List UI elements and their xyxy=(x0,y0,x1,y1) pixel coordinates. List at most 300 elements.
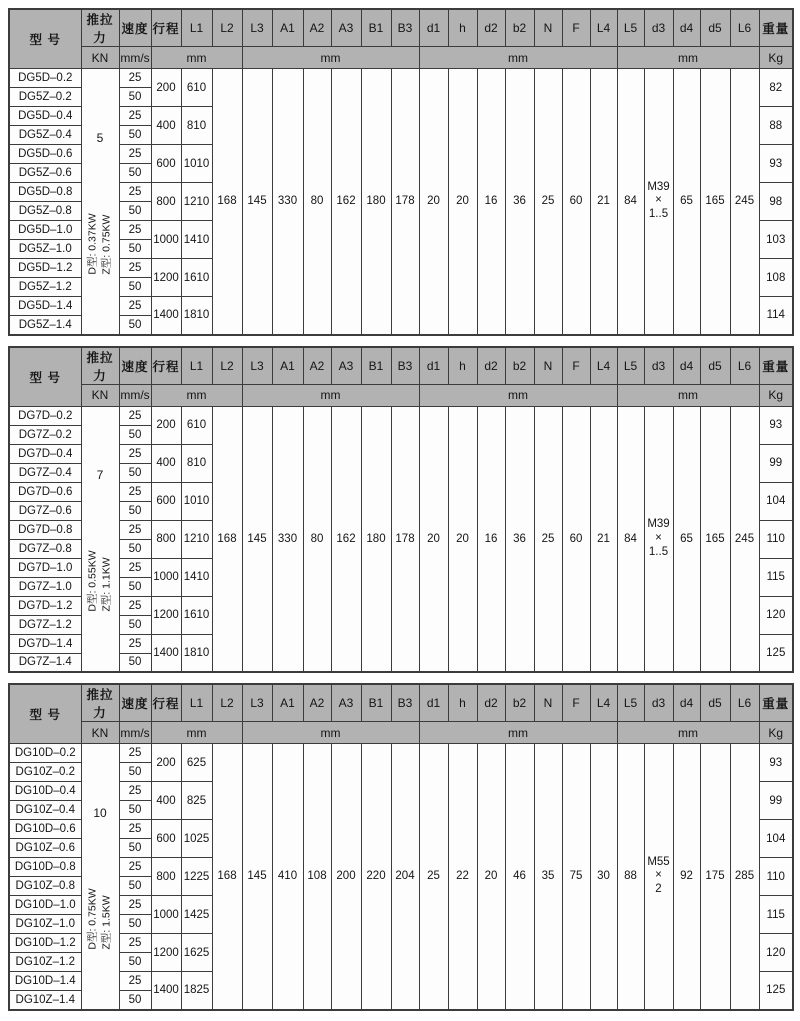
shared-cell-d2: 16 xyxy=(477,69,505,335)
shared-cell-L6: 285 xyxy=(730,744,759,1010)
model-cell: DG7Z–0.6 xyxy=(9,501,81,520)
header-force: 推拉力 xyxy=(81,347,119,385)
header-L5: L5 xyxy=(617,684,644,722)
shared-cell-L3: 145 xyxy=(242,406,272,672)
shared-cell-d3 xyxy=(644,744,673,1010)
header-A2: A2 xyxy=(303,9,331,47)
model-cell: DG5Z–0.2 xyxy=(9,88,81,107)
shared-cell-F: 75 xyxy=(562,744,590,1010)
weight-cell: 108 xyxy=(759,259,793,297)
speed-cell: 50 xyxy=(119,763,151,782)
header-A1: A1 xyxy=(272,9,303,47)
header-L5: L5 xyxy=(617,9,644,47)
speed-cell: 25 xyxy=(119,297,151,316)
shared-cell-d1: 20 xyxy=(419,406,448,672)
header-speed-unit: mm/s xyxy=(119,47,151,69)
shared-cell-B3: 204 xyxy=(391,744,419,1010)
shared-cell-A1: 330 xyxy=(272,69,303,335)
speed-cell: 25 xyxy=(119,406,151,425)
spec-table-dg7 xyxy=(8,346,794,674)
speed-cell: 25 xyxy=(119,183,151,202)
speed-cell: 25 xyxy=(119,444,151,463)
model-cell: DG5Z–0.6 xyxy=(9,164,81,183)
spec-table-dg5 xyxy=(8,8,794,336)
weight-cell: 99 xyxy=(759,782,793,820)
force-value: 10 xyxy=(93,805,107,820)
shared-cell-A3: 162 xyxy=(331,406,361,672)
model-cell: DG10Z–0.4 xyxy=(9,801,81,820)
shared-cell-L6: 245 xyxy=(730,69,759,335)
header-force-unit: KN xyxy=(81,47,119,69)
table-row xyxy=(9,744,793,763)
header-speed-unit: mm/s xyxy=(119,384,151,406)
speed-cell: 50 xyxy=(119,877,151,896)
header-A1: A1 xyxy=(272,347,303,385)
header-unit-mm-group2: mm xyxy=(242,722,419,744)
shared-cell-d4: 65 xyxy=(673,406,700,672)
header-A3: A3 xyxy=(331,347,361,385)
header-b2: b2 xyxy=(505,347,534,385)
motor-power-line: Z型: 1.5KW xyxy=(100,894,112,950)
l1-cell: 810 xyxy=(181,444,212,482)
shared-cell-A2: 108 xyxy=(303,744,331,1010)
motor-power-label xyxy=(86,888,113,949)
model-cell: DG5D–1.0 xyxy=(9,221,81,240)
shared-cell-B1: 220 xyxy=(361,744,391,1010)
model-cell: DG7D–1.2 xyxy=(9,596,81,615)
stroke-cell: 1400 xyxy=(151,297,181,335)
header-B3: B3 xyxy=(391,684,419,722)
model-cell: DG10D–0.6 xyxy=(9,820,81,839)
shared-cell-A3: 162 xyxy=(331,69,361,335)
header-unit-mm-group2: mm xyxy=(242,47,419,69)
header-d3: d3 xyxy=(644,9,673,47)
speed-cell: 25 xyxy=(119,596,151,615)
speed-cell: 25 xyxy=(119,221,151,240)
stroke-cell: 200 xyxy=(151,406,181,444)
speed-cell: 50 xyxy=(119,202,151,221)
spec-table-dg10 xyxy=(8,683,794,1011)
header-weight: 重量 xyxy=(759,9,793,47)
header-model: 型 号 xyxy=(9,684,81,744)
stroke-cell: 800 xyxy=(151,858,181,896)
table-body xyxy=(9,69,793,335)
header-L6: L6 xyxy=(730,347,759,385)
header-B1: B1 xyxy=(361,347,391,385)
shared-cell-A3: 200 xyxy=(331,744,361,1010)
shared-cell-A2: 80 xyxy=(303,406,331,672)
header-A3: A3 xyxy=(331,9,361,47)
stroke-cell: 400 xyxy=(151,782,181,820)
weight-cell: 93 xyxy=(759,145,793,183)
shared-value-line: M55 xyxy=(647,855,670,868)
speed-cell: 50 xyxy=(119,425,151,444)
l1-cell: 1810 xyxy=(181,634,212,672)
shared-value-line: × xyxy=(655,531,662,544)
shared-cell-b2: 36 xyxy=(505,69,534,335)
header-N: N xyxy=(534,684,562,722)
model-cell: DG5Z–0.4 xyxy=(9,126,81,145)
shared-cell-B3: 178 xyxy=(391,69,419,335)
header-A2: A2 xyxy=(303,347,331,385)
header-L1: L1 xyxy=(181,9,212,47)
header-row-2 xyxy=(9,47,793,69)
table-row xyxy=(9,406,793,425)
speed-cell: 25 xyxy=(119,782,151,801)
header-L4: L4 xyxy=(590,684,617,722)
stroke-cell: 1400 xyxy=(151,972,181,1010)
stroke-cell: 600 xyxy=(151,820,181,858)
shared-cell-L3: 145 xyxy=(242,69,272,335)
header-unit-mm-group4: mm xyxy=(617,722,759,744)
stroke-cell: 1200 xyxy=(151,596,181,634)
shared-cell-L6: 245 xyxy=(730,406,759,672)
header-speed: 速度 xyxy=(119,9,151,47)
header-weight: 重量 xyxy=(759,347,793,385)
l1-cell: 1610 xyxy=(181,259,212,297)
l1-cell: 1010 xyxy=(181,145,212,183)
model-cell: DG5Z–1.2 xyxy=(9,278,81,297)
table-header xyxy=(9,347,793,407)
shared-cell-A2: 80 xyxy=(303,69,331,335)
weight-cell: 115 xyxy=(759,558,793,596)
model-cell: DG10D–0.8 xyxy=(9,858,81,877)
shared-cell-N: 35 xyxy=(534,744,562,1010)
shared-cell-B1: 180 xyxy=(361,406,391,672)
model-cell: DG7Z–1.4 xyxy=(9,653,81,672)
speed-cell: 50 xyxy=(119,539,151,558)
header-d1: d1 xyxy=(419,9,448,47)
header-L6: L6 xyxy=(730,684,759,722)
l1-cell: 610 xyxy=(181,69,212,107)
model-cell: DG5Z–0.8 xyxy=(9,202,81,221)
header-model: 型 号 xyxy=(9,9,81,69)
shared-cell-d4: 92 xyxy=(673,744,700,1010)
header-unit-mm-group3: mm xyxy=(419,722,617,744)
shared-cell-F: 60 xyxy=(562,406,590,672)
header-speed: 速度 xyxy=(119,347,151,385)
motor-power-line: D型: 0.55KW xyxy=(86,550,99,612)
stroke-cell: 1000 xyxy=(151,558,181,596)
header-unit-mm-group3: mm xyxy=(419,47,617,69)
motor-power-label xyxy=(86,550,113,611)
header-F: F xyxy=(562,347,590,385)
stroke-cell: 1000 xyxy=(151,896,181,934)
header-model: 型 号 xyxy=(9,347,81,407)
speed-cell: 25 xyxy=(119,744,151,763)
shared-cell-A1: 410 xyxy=(272,744,303,1010)
l1-cell: 1610 xyxy=(181,596,212,634)
header-unit-mm-group3: mm xyxy=(419,384,617,406)
model-cell: DG10Z–1.0 xyxy=(9,915,81,934)
header-d5: d5 xyxy=(700,684,730,722)
model-cell: DG10D–1.2 xyxy=(9,934,81,953)
header-force: 推拉力 xyxy=(81,684,119,722)
l1-cell: 810 xyxy=(181,107,212,145)
header-d3: d3 xyxy=(644,347,673,385)
model-cell: DG7D–0.4 xyxy=(9,444,81,463)
weight-cell: 93 xyxy=(759,406,793,444)
header-B3: B3 xyxy=(391,9,419,47)
header-d1: d1 xyxy=(419,684,448,722)
header-force-unit: KN xyxy=(81,722,119,744)
l1-cell: 1225 xyxy=(181,858,212,896)
model-cell: DG5D–1.2 xyxy=(9,259,81,278)
speed-cell: 50 xyxy=(119,463,151,482)
model-cell: DG7D–0.2 xyxy=(9,406,81,425)
header-行程: 行程 xyxy=(151,347,181,385)
speed-cell: 50 xyxy=(119,240,151,259)
header-d5: d5 xyxy=(700,9,730,47)
model-cell: DG5D–0.2 xyxy=(9,69,81,88)
l1-cell: 825 xyxy=(181,782,212,820)
header-row-2 xyxy=(9,384,793,406)
header-F: F xyxy=(562,9,590,47)
shared-cell-B3: 178 xyxy=(391,406,419,672)
motor-power-line: D型: 0.75KW xyxy=(86,887,99,950)
force-cell xyxy=(81,406,119,672)
header-h: h xyxy=(448,684,477,722)
stroke-cell: 400 xyxy=(151,444,181,482)
weight-cell: 115 xyxy=(759,896,793,934)
header-row-1 xyxy=(9,9,793,47)
shared-cell-b2: 36 xyxy=(505,406,534,672)
speed-cell: 25 xyxy=(119,520,151,539)
stroke-cell: 800 xyxy=(151,520,181,558)
weight-cell: 110 xyxy=(759,520,793,558)
l1-cell: 1010 xyxy=(181,482,212,520)
shared-value-line: M39 xyxy=(647,518,670,531)
weight-cell: 99 xyxy=(759,444,793,482)
speed-cell: 50 xyxy=(119,316,151,335)
header-weight-unit: Kg xyxy=(759,47,793,69)
shared-cell-F: 60 xyxy=(562,69,590,335)
header-d4: d4 xyxy=(673,684,700,722)
speed-cell: 50 xyxy=(119,278,151,297)
shared-value-line: M39 xyxy=(647,180,670,193)
model-cell: DG7D–1.0 xyxy=(9,558,81,577)
header-unit-mm-group2: mm xyxy=(242,384,419,406)
force-value: 5 xyxy=(96,130,104,145)
speed-cell: 25 xyxy=(119,634,151,653)
model-cell: DG10D–1.4 xyxy=(9,972,81,991)
speed-cell: 50 xyxy=(119,501,151,520)
speed-cell: 25 xyxy=(119,972,151,991)
shared-cell-d5: 175 xyxy=(700,744,730,1010)
l1-cell: 625 xyxy=(181,744,212,782)
weight-cell: 114 xyxy=(759,297,793,335)
shared-cell-d1: 20 xyxy=(419,69,448,335)
header-weight-unit: Kg xyxy=(759,384,793,406)
shared-value-line: × xyxy=(655,869,662,882)
l1-cell: 1425 xyxy=(181,896,212,934)
model-cell: DG5Z–1.0 xyxy=(9,240,81,259)
header-d4: d4 xyxy=(673,347,700,385)
shared-value-line: × xyxy=(655,194,662,207)
weight-cell: 120 xyxy=(759,596,793,634)
weight-cell: 98 xyxy=(759,183,793,221)
shared-cell-L5: 84 xyxy=(617,69,644,335)
shared-cell-L2: 168 xyxy=(212,69,242,335)
l1-cell: 1410 xyxy=(181,221,212,259)
weight-cell: 104 xyxy=(759,820,793,858)
header-d2: d2 xyxy=(477,684,505,722)
shared-cell-d4: 65 xyxy=(673,69,700,335)
shared-value-line: 2 xyxy=(655,883,662,896)
shared-cell-L4: 30 xyxy=(590,744,617,1010)
shared-cell-N: 25 xyxy=(534,69,562,335)
header-L4: L4 xyxy=(590,9,617,47)
stroke-cell: 400 xyxy=(151,107,181,145)
model-cell: DG7Z–0.8 xyxy=(9,539,81,558)
model-cell: DG10Z–0.8 xyxy=(9,877,81,896)
speed-cell: 50 xyxy=(119,991,151,1010)
speed-cell: 50 xyxy=(119,915,151,934)
header-unit-mm-group4: mm xyxy=(617,384,759,406)
speed-cell: 50 xyxy=(119,953,151,972)
header-L3: L3 xyxy=(242,9,272,47)
header-h: h xyxy=(448,9,477,47)
speed-cell: 50 xyxy=(119,653,151,672)
speed-cell: 25 xyxy=(119,145,151,164)
l1-cell: 1410 xyxy=(181,558,212,596)
model-cell: DG5D–1.4 xyxy=(9,297,81,316)
weight-cell: 82 xyxy=(759,69,793,107)
header-b2: b2 xyxy=(505,9,534,47)
motor-power-line: D型: 0.37KW xyxy=(86,212,99,275)
l1-cell: 1210 xyxy=(181,183,212,221)
header-b2: b2 xyxy=(505,684,534,722)
header-A3: A3 xyxy=(331,684,361,722)
l1-cell: 610 xyxy=(181,406,212,444)
header-speed-unit: mm/s xyxy=(119,722,151,744)
force-cell xyxy=(81,744,119,1010)
model-cell: DG5D–0.6 xyxy=(9,145,81,164)
shared-cell-d3 xyxy=(644,69,673,335)
header-N: N xyxy=(534,347,562,385)
header-A2: A2 xyxy=(303,684,331,722)
weight-cell: 125 xyxy=(759,634,793,672)
model-cell: DG7Z–0.4 xyxy=(9,463,81,482)
stroke-cell: 1200 xyxy=(151,259,181,297)
shared-cell-N: 25 xyxy=(534,406,562,672)
header-d2: d2 xyxy=(477,347,505,385)
weight-cell: 103 xyxy=(759,221,793,259)
speed-cell: 25 xyxy=(119,934,151,953)
header-unit-mm-group1: mm xyxy=(151,722,242,744)
model-cell: DG10Z–1.4 xyxy=(9,991,81,1010)
speed-cell: 25 xyxy=(119,558,151,577)
motor-power-line: Z型: 1.1KW xyxy=(100,557,112,612)
speed-cell: 25 xyxy=(119,820,151,839)
shared-cell-L3: 145 xyxy=(242,744,272,1010)
shared-cell-L4: 21 xyxy=(590,69,617,335)
header-L2: L2 xyxy=(212,684,242,722)
speed-cell: 25 xyxy=(119,69,151,88)
table-body xyxy=(9,406,793,672)
model-cell: DG7D–0.6 xyxy=(9,482,81,501)
header-L4: L4 xyxy=(590,347,617,385)
stroke-cell: 600 xyxy=(151,145,181,183)
header-行程: 行程 xyxy=(151,9,181,47)
table-header xyxy=(9,9,793,69)
model-cell: DG10Z–1.2 xyxy=(9,953,81,972)
model-cell: DG5Z–1.4 xyxy=(9,316,81,335)
weight-cell: 104 xyxy=(759,482,793,520)
shared-cell-h: 20 xyxy=(448,406,477,672)
header-unit-mm-group4: mm xyxy=(617,47,759,69)
header-行程: 行程 xyxy=(151,684,181,722)
header-L3: L3 xyxy=(242,684,272,722)
header-unit-mm-group1: mm xyxy=(151,47,242,69)
speed-cell: 50 xyxy=(119,839,151,858)
header-B1: B1 xyxy=(361,684,391,722)
model-cell: DG10Z–0.2 xyxy=(9,763,81,782)
speed-cell: 25 xyxy=(119,482,151,501)
shared-value-line: 1..5 xyxy=(648,208,669,221)
shared-value-line: 1..5 xyxy=(648,545,669,558)
speed-cell: 50 xyxy=(119,164,151,183)
header-L2: L2 xyxy=(212,347,242,385)
shared-cell-d5: 165 xyxy=(700,69,730,335)
header-B3: B3 xyxy=(391,347,419,385)
header-row-2 xyxy=(9,722,793,744)
shared-cell-L5: 84 xyxy=(617,406,644,672)
header-L6: L6 xyxy=(730,9,759,47)
shared-cell-L2: 168 xyxy=(212,406,242,672)
speed-cell: 25 xyxy=(119,896,151,915)
table-header xyxy=(9,684,793,744)
model-cell: DG10Z–0.6 xyxy=(9,839,81,858)
header-L2: L2 xyxy=(212,9,242,47)
speed-cell: 50 xyxy=(119,88,151,107)
shared-cell-L5: 88 xyxy=(617,744,644,1010)
model-cell: DG5D–0.8 xyxy=(9,183,81,202)
shared-cell-b2: 46 xyxy=(505,744,534,1010)
header-row-1 xyxy=(9,347,793,385)
speed-cell: 25 xyxy=(119,858,151,877)
header-row-1 xyxy=(9,684,793,722)
model-cell: DG7D–1.4 xyxy=(9,634,81,653)
header-speed: 速度 xyxy=(119,684,151,722)
header-weight-unit: Kg xyxy=(759,722,793,744)
motor-power-label xyxy=(86,213,113,274)
header-weight: 重量 xyxy=(759,684,793,722)
header-d4: d4 xyxy=(673,9,700,47)
header-L5: L5 xyxy=(617,347,644,385)
stroke-cell: 1200 xyxy=(151,934,181,972)
model-cell: DG7D–0.8 xyxy=(9,520,81,539)
header-F: F xyxy=(562,684,590,722)
model-cell: DG7Z–1.2 xyxy=(9,615,81,634)
speed-cell: 25 xyxy=(119,107,151,126)
header-d3: d3 xyxy=(644,684,673,722)
header-unit-mm-group1: mm xyxy=(151,384,242,406)
header-L1: L1 xyxy=(181,347,212,385)
stroke-cell: 200 xyxy=(151,69,181,107)
table-row xyxy=(9,69,793,88)
header-N: N xyxy=(534,9,562,47)
header-force-unit: KN xyxy=(81,384,119,406)
header-L3: L3 xyxy=(242,347,272,385)
speed-cell: 25 xyxy=(119,259,151,278)
model-cell: DG10D–0.4 xyxy=(9,782,81,801)
shared-cell-d1: 25 xyxy=(419,744,448,1010)
header-L1: L1 xyxy=(181,684,212,722)
l1-cell: 1825 xyxy=(181,972,212,1010)
header-B1: B1 xyxy=(361,9,391,47)
shared-cell-L4: 21 xyxy=(590,406,617,672)
